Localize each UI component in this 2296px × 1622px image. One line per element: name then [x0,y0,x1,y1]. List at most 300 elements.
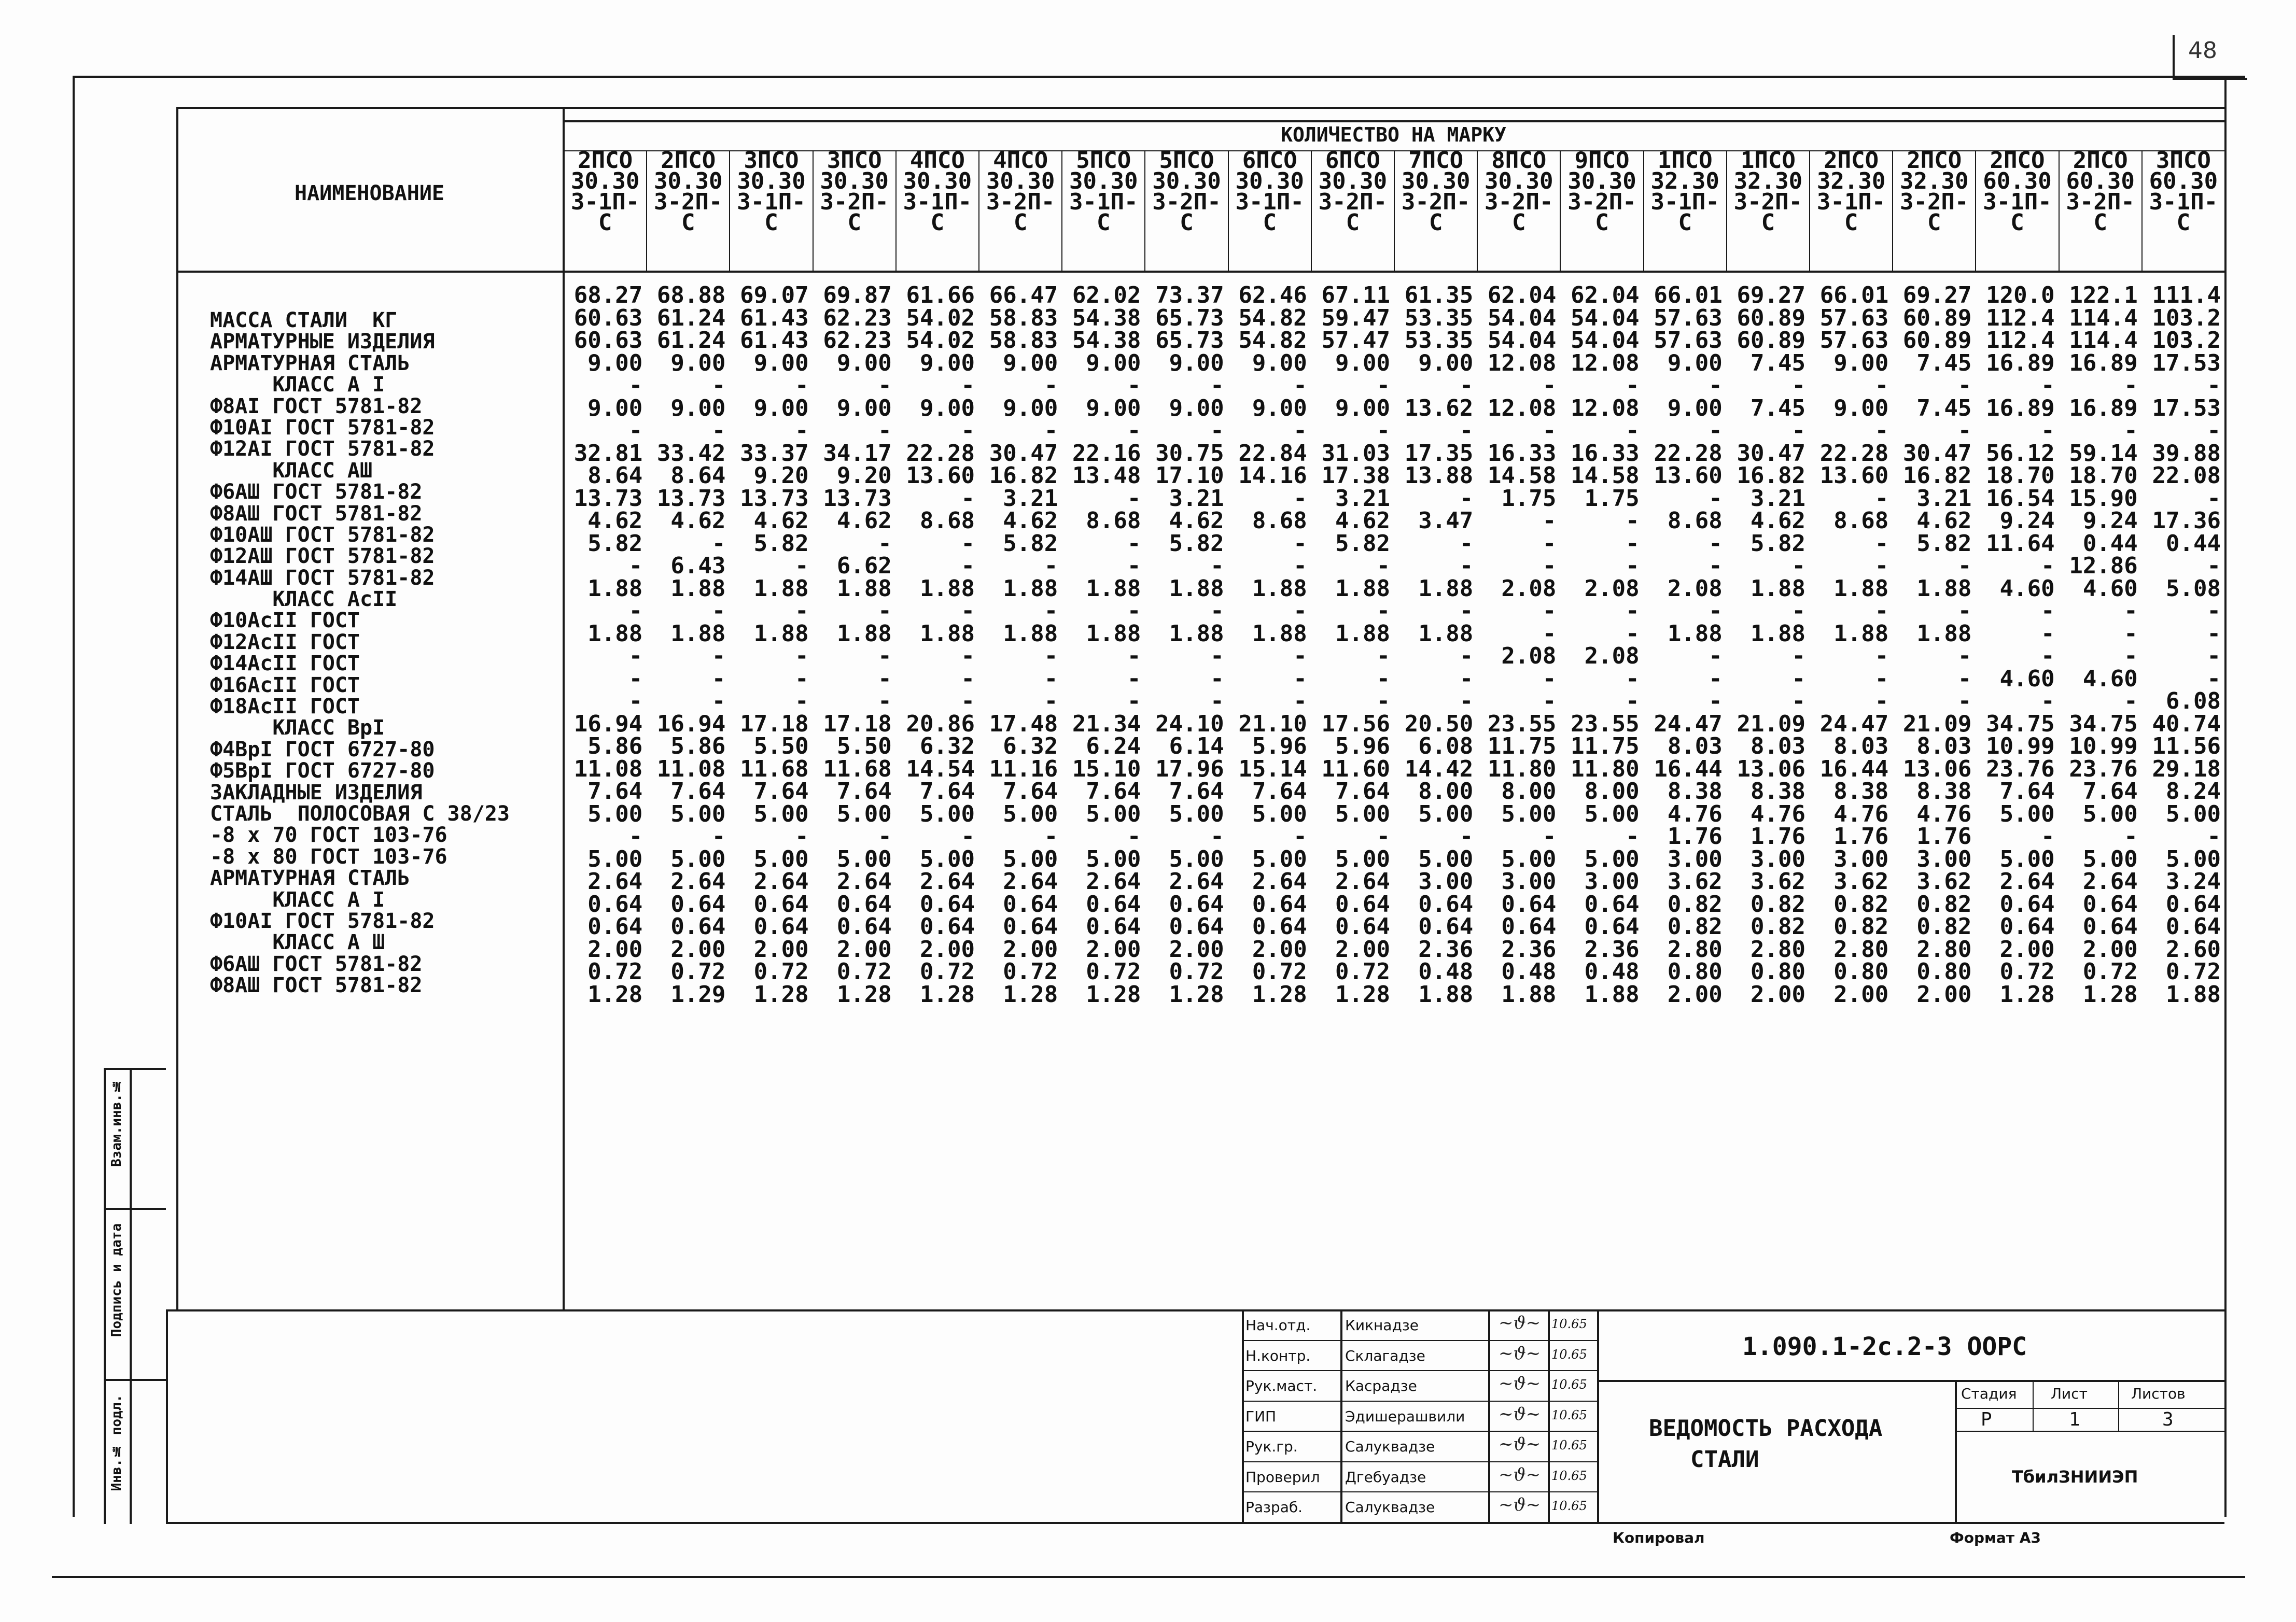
value-cell: 13.06 [1737,757,1805,780]
value-cell: - [1709,374,1723,397]
value-cell: - [2207,600,2221,623]
value-cell: 9.00 [920,351,975,374]
value-cell: 1.88 [1418,577,1474,600]
column-divider [1809,150,1810,271]
value-cell: - [878,690,892,713]
value-cell: 14.58 [1571,464,1640,487]
value-cell: 2.64 [2082,870,2138,893]
value-cell: 15.90 [2069,487,2138,510]
value-cell: 7.45 [1916,351,1972,374]
value-cell: 5.82 [753,532,809,555]
value-cell: - [1542,419,1557,442]
value-cell: 11.68 [823,757,892,780]
value-cell: 9.00 [1003,397,1058,419]
value-cell: 4.62 [836,510,892,532]
sig-row-line [1242,1431,1597,1432]
value-cell: - [1626,532,1640,555]
value-cell: - [1626,510,1640,532]
value-cell: 103.2 [2152,329,2221,352]
value-cell: 59.14 [2069,442,2138,464]
value-cell: - [1293,667,1307,690]
value-cell: - [711,374,726,397]
value-cell: 21.10 [1238,712,1307,735]
value-cell: - [1459,555,1474,577]
value-column [565,284,646,1006]
value-cell: - [878,600,892,623]
value-cell: 14.16 [1238,464,1307,487]
row-name: КЛАСС А Ш [210,932,385,954]
column-header: 9ПСО 30.30 3-2П- С [1567,150,1636,236]
value-cell: 1.28 [587,983,643,1006]
value-cell: 5.00 [1169,802,1224,825]
value-cell: 16.33 [1487,442,1557,464]
value-cell: 4.60 [2082,577,2138,600]
value-column [897,284,978,1006]
value-cell: 1.88 [1418,622,1474,645]
value-cell: 0.64 [1418,915,1474,938]
value-cell: - [1791,555,1805,577]
value-cell: 0.64 [1086,893,1141,915]
value-cell: 5.00 [1418,802,1474,825]
value-cell: 5.00 [1335,802,1390,825]
value-cell: 13.60 [1654,464,1723,487]
column-header: 1ПСО 32.30 3-1П- С [1650,150,1719,236]
value-cell: 9.00 [1003,351,1058,374]
value-cell: 12.08 [1571,351,1640,374]
value-cell: - [2041,419,2055,442]
value-cell: 2.64 [836,870,892,893]
value-cell: 7.64 [753,780,809,803]
value-cell: - [2124,690,2138,713]
value-cell: 5.00 [753,848,809,870]
column-header: 2ПСО 30.30 3-2П- С [654,150,723,236]
value-cell: 3.00 [1667,848,1723,870]
value-cell: 114.4 [2069,306,2138,329]
page-number: 48 [2188,37,2217,64]
value-cell: - [711,600,726,623]
value-cell: 2.36 [1418,938,1474,961]
value-cell: - [1626,555,1640,577]
qty-title-line [563,120,2224,122]
value-cell: 17.56 [1321,712,1390,735]
column-header: 2ПСО 60.30 3-2П- С [2066,150,2135,236]
value-cell: 9.20 [836,464,892,487]
value-cell: 1.88 [670,577,726,600]
value-cell: 1.75 [1584,487,1640,510]
value-cell: 0.44 [2082,532,2138,555]
value-cell: 1.88 [1751,622,1805,645]
value-cell: 9.00 [1667,397,1723,419]
value-cell: 1.88 [1252,622,1307,645]
sig-row-line [1242,1370,1597,1371]
value-cell: 1.88 [1751,577,1805,600]
stamp-vzam: Взам.инв.№ [109,1078,124,1167]
value-cell: 2.00 [1751,983,1805,1006]
value-cell: 11.08 [656,757,726,780]
value-cell: 4.62 [1003,510,1058,532]
value-cell: - [1210,667,1224,690]
value-cell: 17.53 [2152,351,2221,374]
value-cell: 69.27 [1737,284,1805,307]
value-cell: - [1542,600,1557,623]
value-cell: 5.00 [587,848,643,870]
value-cell: 7.64 [587,780,643,803]
value-cell: 61.24 [656,306,726,329]
value-cell: - [1626,600,1640,623]
value-cell: 0.72 [1335,961,1390,983]
value-cell: 2.64 [1086,870,1141,893]
value-cell: 2.00 [753,938,809,961]
value-cell: 0.64 [1501,915,1557,938]
value-cell: - [1709,645,1723,668]
value-cell: 54.82 [1238,329,1307,352]
value-cell: 3.21 [1003,487,1058,510]
stamp-inv: Инв.№ подл. [109,1394,124,1491]
value-cell: 16.33 [1571,442,1640,464]
column-divider [646,150,647,271]
value-cell: 60.89 [1902,306,1972,329]
value-cell: 66.01 [1654,284,1723,307]
value-cell: 1.29 [670,983,726,1006]
column-header: 2ПСО 30.30 3-1П- С [570,150,640,236]
value-cell: 62.02 [1072,284,1141,307]
value-cell: - [1791,419,1805,442]
value-cell: 7.64 [1252,780,1307,803]
value-cell: 0.64 [1501,893,1557,915]
value-cell: 0.64 [753,893,809,915]
value-cell: 62.23 [823,329,892,352]
value-cell: - [2207,645,2221,668]
value-cell: 11.60 [1321,757,1390,780]
frame-top [73,76,2245,78]
value-cell: 8.68 [1833,510,1889,532]
value-cell: 0.80 [1833,961,1889,983]
value-cell: 62.23 [823,306,892,329]
value-cell: 5.00 [1335,848,1390,870]
tb-sig-right [1597,1309,1599,1522]
sig-person: Дгебуадзе [1345,1468,1426,1486]
value-cell: 0.82 [1833,915,1889,938]
value-cell: - [1874,645,1889,668]
value-cell: 1.88 [1833,577,1889,600]
value-cell: - [961,555,975,577]
value-cell: - [1293,690,1307,713]
value-cell: 2.64 [920,870,975,893]
value-cell: 11.16 [989,757,1058,780]
org-name: ТбилЗНИИЭП [2012,1467,2138,1487]
value-cell: - [1459,645,1474,668]
row-name: ЗАКЛАДНЫЕ ИЗДЕЛИЯ [210,782,423,803]
value-cell: - [795,667,809,690]
value-cell: - [1874,600,1889,623]
value-cell: 17.36 [2152,510,2221,532]
value-cell: 17.48 [989,712,1058,735]
value-cell: 7.64 [836,780,892,803]
value-cell: 23.76 [1986,757,2055,780]
value-cell: 54.38 [1072,306,1141,329]
value-cell: 17.18 [823,712,892,735]
value-cell: 0.64 [920,915,975,938]
value-cell: 2.80 [1751,938,1805,961]
value-cell: - [1210,645,1224,668]
value-cell: 5.50 [753,735,809,758]
value-cell: - [795,690,809,713]
value-cell: 13.60 [1819,464,1889,487]
value-cell: 60.63 [573,306,643,329]
value-cell: 22.08 [2152,464,2221,487]
value-cell: - [961,667,975,690]
value-cell: 11.80 [1571,757,1640,780]
value-cell: - [711,690,726,713]
value-cell: - [1293,600,1307,623]
value-cell: 0.80 [1667,961,1723,983]
sig-date: 10.65 [1551,1317,1587,1331]
value-cell: 54.04 [1571,329,1640,352]
value-cell: - [1210,374,1224,397]
value-cell: 1.88 [836,622,892,645]
column-header: 3ПСО 30.30 3-1П- С [737,150,806,236]
value-cell: 5.82 [1751,532,1805,555]
frame-left [73,76,75,1517]
value-cell: 2.00 [836,938,892,961]
value-cell: - [1957,690,1972,713]
header-bottom [176,271,2224,273]
value-cell: 0.82 [1833,893,1889,915]
value-cell: 1.28 [2082,983,2138,1006]
value-cell: 13.73 [573,487,643,510]
value-cell: 30.47 [1902,442,1972,464]
value-cell: 18.70 [1986,464,2055,487]
value-cell: 11.56 [2152,735,2221,758]
row-name: Ф16АсII ГОСТ [210,674,360,697]
value-cell: - [1376,374,1390,397]
sig-person: Касрадзе [1345,1377,1417,1394]
value-cell: - [1542,622,1557,645]
doc-title-2: СТАЛИ [1690,1446,1759,1473]
value-cell: 0.64 [1335,893,1390,915]
value-cell: 9.00 [753,351,809,374]
column-header: 8ПСО 30.30 3-2П- С [1485,150,1553,236]
value-cell: 9.00 [670,397,726,419]
value-cell: 1.88 [1335,622,1390,645]
value-cell: 3.00 [1833,848,1889,870]
value-cell: 0.64 [1169,915,1224,938]
value-cell: 114.4 [2069,329,2138,352]
value-cell: 6.43 [670,555,726,577]
value-cell: 53.35 [1404,306,1474,329]
row-name: АРМАТУРНАЯ СТАЛЬ [210,352,410,375]
value-cell: 9.00 [1418,351,1474,374]
column-header: 2ПСО 32.30 3-1П- С [1816,150,1886,236]
value-cell: 5.96 [1252,735,1307,758]
value-cell: - [1957,667,1972,690]
value-cell: 1.88 [836,577,892,600]
value-cell: 13.62 [1404,397,1474,419]
value-cell: - [1376,667,1390,690]
value-cell: 9.20 [753,464,809,487]
value-cell: 8.03 [1751,735,1805,758]
value-cell: 3.21 [1751,487,1805,510]
handwritten-signature: ~ϑ~ [1499,1434,1541,1455]
sig-person: Салуквадзе [1345,1499,1435,1516]
column-header: 6ПСО 30.30 3-2П- С [1318,150,1388,236]
value-cell: 54.02 [906,306,975,329]
value-cell: 0.64 [670,893,726,915]
value-cell: 33.42 [656,442,726,464]
value-cell: 56.12 [1986,442,2055,464]
tb-stage-line1 [1955,1408,2224,1409]
value-cell: 4.60 [1999,667,2055,690]
value-cell: - [1376,600,1390,623]
value-cell: 103.2 [2152,306,2221,329]
row-name: -8 х 80 ГОСТ 103-76 [210,846,447,868]
value-cell: 1.88 [920,577,975,600]
value-cell: 0.82 [1667,893,1723,915]
value-cell: 8.03 [1667,735,1723,758]
value-cell: 1.28 [920,983,975,1006]
value-column [1229,284,1310,1006]
value-cell: - [878,825,892,848]
value-cell: 2.00 [1916,983,1972,1006]
value-cell: 2.00 [1999,938,2055,961]
value-cell: 0.82 [1751,893,1805,915]
value-cell: - [1874,374,1889,397]
value-cell: 57.63 [1654,306,1723,329]
value-cell: 58.83 [989,329,1058,352]
value-cell: 7.64 [2082,780,2138,803]
value-cell: 3.62 [1916,870,1972,893]
value-cell: - [2124,600,2138,623]
row-name: АРМАТУРНАЯ СТАЛЬ [210,868,410,890]
value-cell: 17.10 [1155,464,1224,487]
value-cell: 0.64 [1418,893,1474,915]
value-cell: 61.35 [1404,284,1474,307]
value-cell: 39.88 [2152,442,2221,464]
value-cell: 24.10 [1155,712,1224,735]
value-cell: - [1791,690,1805,713]
value-cell: 7.64 [1169,780,1224,803]
value-cell: 13.73 [823,487,892,510]
value-cell: 22.28 [1819,442,1889,464]
column-header: 6ПСО 30.30 3-1П- С [1235,150,1304,236]
value-cell: 5.00 [920,848,975,870]
value-cell: - [961,487,975,510]
value-cell: 60.89 [1737,329,1805,352]
value-cell: - [1459,600,1474,623]
value-cell: - [961,600,975,623]
value-cell: 1.28 [1086,983,1141,1006]
column-divider [1560,150,1561,271]
value-cell: 120.0 [1986,284,2055,307]
handwritten-signature: ~ϑ~ [1499,1343,1541,1364]
value-cell: 9.00 [836,351,892,374]
value-cell: 1.28 [1999,983,2055,1006]
value-cell: 5.00 [753,802,809,825]
value-cell: 54.02 [906,329,975,352]
value-cell: 8.00 [1584,780,1640,803]
value-cell: 0.64 [2082,915,2138,938]
tb-code-line [1597,1380,2224,1382]
value-cell: 9.00 [1086,397,1141,419]
value-cell: 6.08 [2166,690,2221,713]
value-cell: 10.99 [1986,735,2055,758]
value-cell: 5.00 [920,802,975,825]
value-cell: 4.76 [1916,802,1972,825]
value-cell: 9.00 [587,397,643,419]
value-cell: - [2207,825,2221,848]
value-cell: 2.08 [1584,645,1640,668]
value-cell: 34.75 [2069,712,2138,735]
value-cell: 5.08 [2166,577,2221,600]
stamp-podpis: Подпись и дата [109,1223,124,1337]
value-cell: 5.00 [1501,848,1557,870]
value-cell: 1.88 [1584,983,1640,1006]
value-cell: 30.47 [1737,442,1805,464]
value-column [648,284,729,1006]
value-cell: 5.96 [1335,735,1390,758]
value-cell: 54.82 [1238,306,1307,329]
value-cell: - [1957,555,1972,577]
value-cell: - [1709,487,1723,510]
value-cell: - [711,667,726,690]
value-cell: 61.43 [740,306,809,329]
column-header: 5ПСО 30.30 3-2П- С [1152,150,1221,236]
value-cell: 1.88 [1833,622,1889,645]
value-cell: 2.00 [1169,938,1224,961]
column-divider [729,150,730,271]
value-cell: - [1709,532,1723,555]
value-cell: 11.08 [573,757,643,780]
value-cell: 0.72 [1999,961,2055,983]
value-column [731,284,811,1006]
value-cell: - [1542,690,1557,713]
value-cell: 60.89 [1737,306,1805,329]
value-cell: 5.00 [1003,802,1058,825]
value-cell: 4.62 [670,510,726,532]
column-divider [1144,150,1145,271]
value-cell: - [1044,374,1058,397]
value-cell: 1.88 [1086,622,1141,645]
value-cell: 65.73 [1155,329,1224,352]
column-header: 2ПСО 32.30 3-2П- С [1900,150,1969,236]
value-cell: - [1459,667,1474,690]
value-cell: - [1542,667,1557,690]
value-cell: 0.64 [1252,893,1307,915]
value-cell: 0.64 [1999,893,2055,915]
value-cell: 4.62 [753,510,809,532]
value-cell: - [1459,825,1474,848]
value-cell: - [961,825,975,848]
value-column [980,284,1061,1006]
value-cell: 1.88 [753,622,809,645]
value-cell: 73.37 [1155,284,1224,307]
value-cell: - [1709,555,1723,577]
value-cell: 13.06 [1902,757,1972,780]
value-cell: 3.00 [1501,870,1557,893]
value-cell: 5.82 [1169,532,1224,555]
value-cell: 40.74 [2152,712,2221,735]
value-cell: 3.21 [1916,487,1972,510]
row-name: Ф8АI ГОСТ 5781-82 [210,396,423,417]
value-cell: 8.00 [1501,780,1557,803]
value-cell: 0.64 [753,915,809,938]
value-cell: 62.46 [1238,284,1307,307]
value-cell: 5.00 [1584,848,1640,870]
sig-role: Н.контр. [1245,1347,1311,1364]
value-cell: 8.68 [920,510,975,532]
value-cell: 8.38 [1833,780,1889,803]
value-cell: 21.09 [1902,712,1972,735]
